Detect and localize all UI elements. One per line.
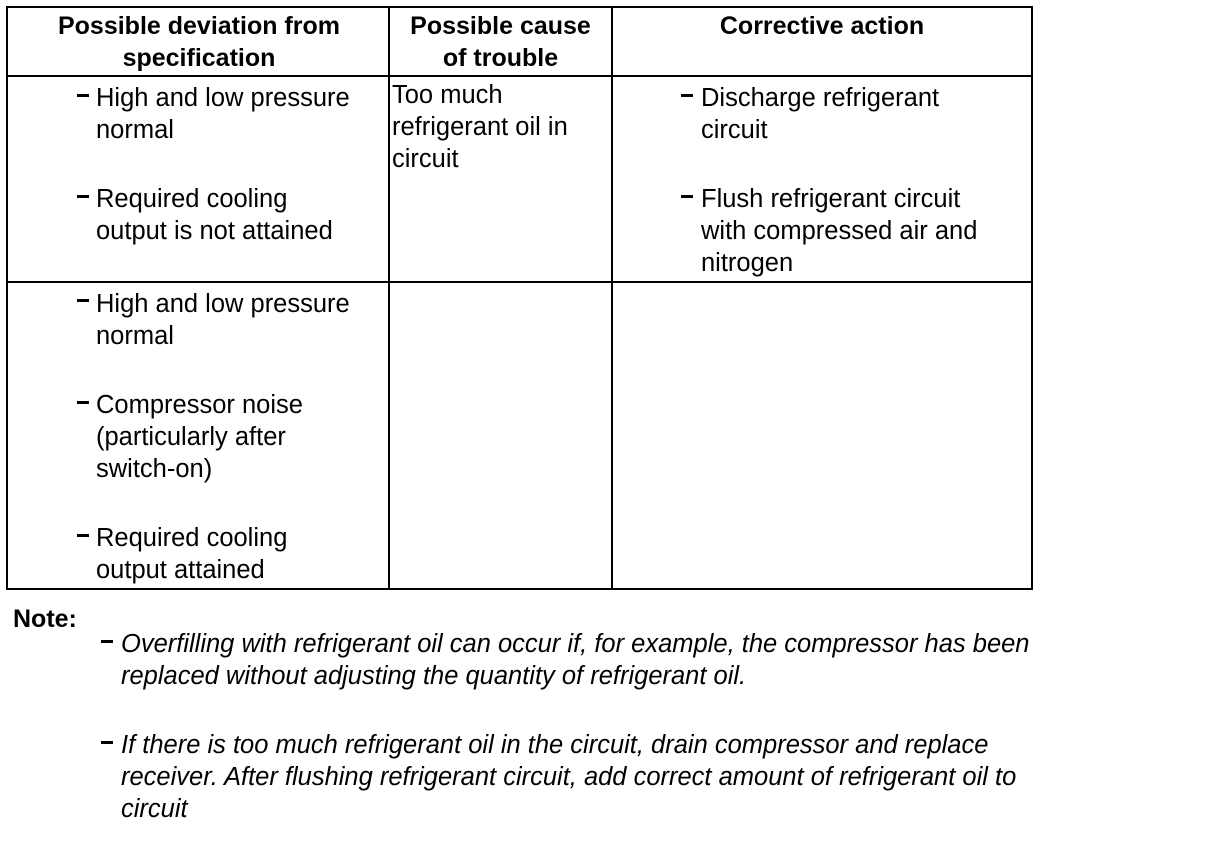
row1-action-item2: Flush refrigerant circuit with compressed air and nitrogen (701, 185, 978, 277)
column-divider (611, 8, 613, 588)
header-cause-line2: of trouble (442, 44, 559, 72)
row2-deviation-item3: Required cooling output attained (96, 524, 288, 584)
bullet-dash-icon (77, 401, 89, 404)
header-deviation-line1: Possible deviation from (57, 12, 340, 40)
row1-deviation-item2: Required cooling output is not attained (96, 185, 333, 245)
bullet-dash-icon (77, 299, 89, 302)
header-deviation-line2: specification (122, 44, 276, 72)
note-item-1: Overfilling with refrigerant oil can occur if, for example, the compressor has been replaced without adjusting the quantity of refrigerant oil. (121, 630, 1030, 690)
bullet-dash-icon (77, 94, 89, 97)
bullet-dash-icon (101, 640, 113, 643)
column-divider (388, 8, 390, 588)
row1-action-item1: Discharge refrigerant circuit (701, 84, 940, 144)
bullet-dash-icon (77, 534, 89, 537)
bullet-dash-icon (77, 195, 89, 198)
bullet-dash-icon (681, 195, 693, 198)
row2-deviation-item1: High and low pressure normal (96, 290, 350, 350)
header-cause (390, 10, 611, 74)
bullet-dash-icon (101, 741, 113, 744)
row2-deviation-item2: Compressor noise (particularly after switch-on) (96, 391, 303, 483)
note-label: Note: (13, 605, 77, 633)
header-deviation (8, 10, 390, 74)
row1-deviation-item1: High and low pressure normal (96, 84, 350, 144)
header-action (613, 10, 1031, 42)
row1-cause: Too much refrigerant oil in circuit (392, 81, 568, 173)
row-divider (8, 75, 1031, 77)
header-action-line1: Corrective action (719, 12, 925, 40)
note-item-2: If there is too much refrigerant oil in the circuit, drain compressor and replace receiver. After flushing refrigerant circuit, add correct amount of refrigerant oil to circuit (121, 731, 1017, 823)
header-cause-line1: Possible cause (410, 12, 591, 40)
row-divider (8, 281, 1031, 283)
bullet-dash-icon (681, 94, 693, 97)
